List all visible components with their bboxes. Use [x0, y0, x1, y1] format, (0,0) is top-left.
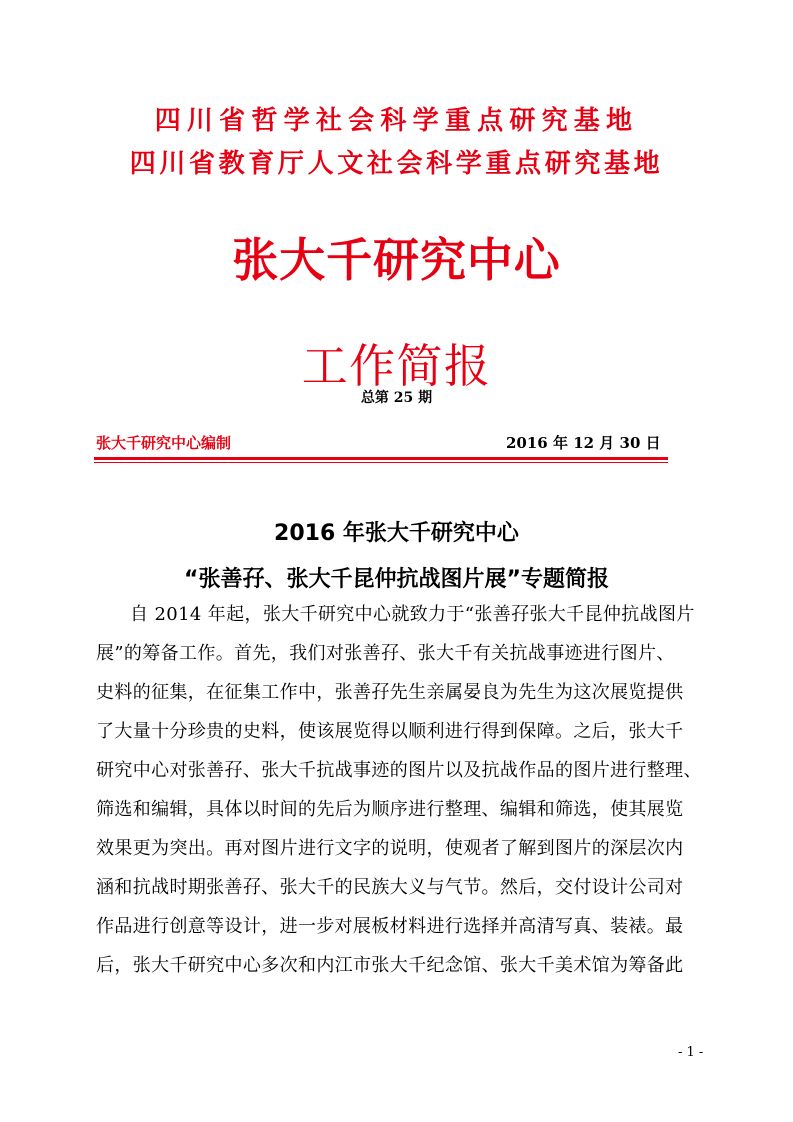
article-body-line: 自 2014 年起，张大千研究中心就致力于“张善孖张大千昆仲抗战图片	[130, 604, 695, 625]
article-body-line: 了大量十分珍贵的史料，使该展览得以顺利进行得到保障。之后，张大千	[96, 721, 684, 742]
article-body-line: 作品进行创意等设计，进一步对展板材料进行选择并高清写真、装裱。最	[96, 916, 684, 937]
center-name-heading: 张大千研究中心	[232, 233, 561, 287]
article-title-line-2: “张善孖、张大千昆仲抗战图片展”专题简报	[184, 567, 609, 592]
article-body-line: 研究中心对张善孖、张大千抗战事迹的图片以及抗战作品的图片进行整理、	[96, 760, 702, 781]
article-body-line: 涵和抗战时期张善孖、张大千的民族大义与气节。然后，交付设计公司对	[96, 877, 684, 898]
article-body-line: 筛选和编辑，具体以时间的先后为顺序进行整理、编辑和筛选，使其展览	[96, 799, 684, 820]
article-body-line: 后，张大千研究中心多次和内江市张大千纪念馆、张大千美术馆为筹备此	[96, 955, 684, 976]
bulletin-title: 工作简报	[301, 339, 492, 393]
article-body-line: 史料的征集，在征集工作中，张善孖先生亲属晏良为先生为这次展览提供	[96, 682, 684, 703]
editor-label: 张大千研究中心编制	[96, 434, 232, 452]
header-divider-thick	[94, 457, 668, 460]
article-body-line: 效果更为突出。再对图片进行文字的说明，使观者了解到图片的深层次内	[96, 838, 684, 859]
page-number: - 1 -	[678, 1045, 704, 1060]
issue-number: 总第 25 期	[360, 390, 433, 406]
research-base-line-1: 四川省哲学社会科学重点研究基地	[154, 106, 639, 136]
article-body-line: 展”的筹备工作。首先，我们对张善孖、张大千有关抗战事迹进行图片、	[96, 643, 675, 664]
issue-date: 2016 年 12 月 30 日	[506, 434, 661, 452]
research-base-line-2: 四川省教育厅人文社会科学重点研究基地	[129, 149, 664, 179]
article-title-line-1: 2016 年张大千研究中心	[274, 521, 519, 546]
header-divider-thin	[94, 462, 668, 463]
